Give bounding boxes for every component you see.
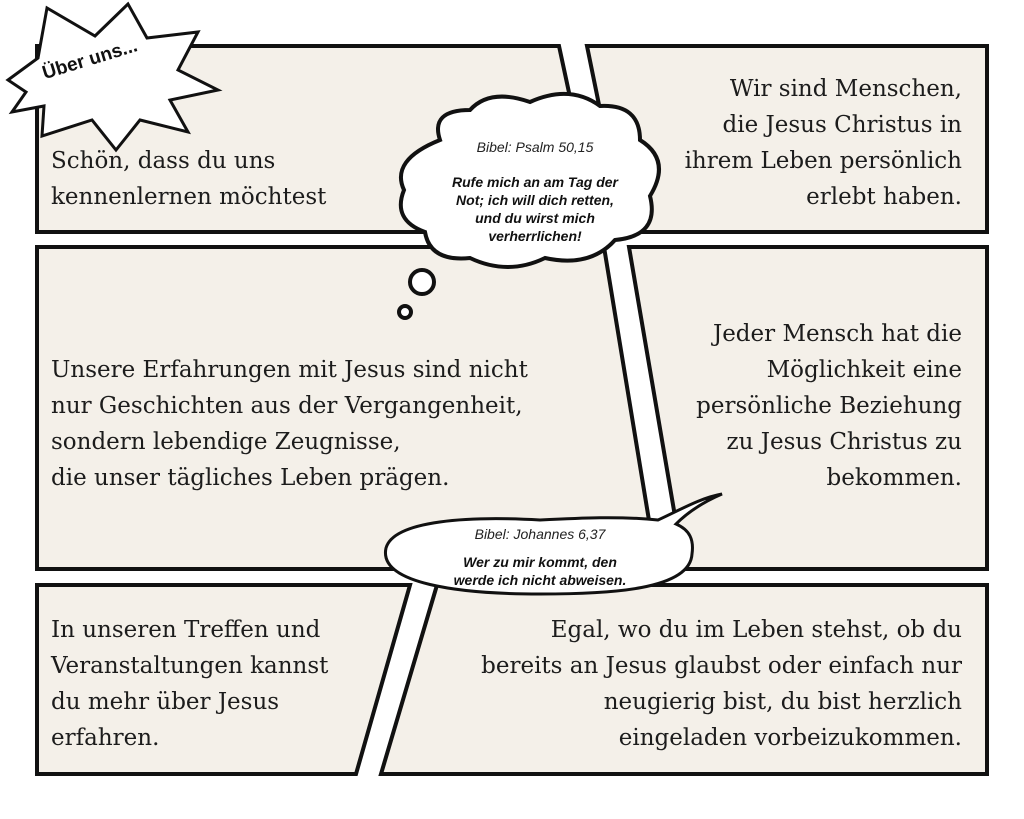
thought-dot-large (410, 270, 434, 294)
speech-bubble-reference: Bibel: Johannes 6,37 (474, 526, 606, 542)
panel-1-right-text: Wir sind Menschen, die Jesus Christus in ihrem Leben persönlich erlebt haben. (684, 76, 962, 210)
panel-2-left-text: Unsere Erfahrungen mit Jesus sind nicht nur Geschichten aus der Vergangenheit, sondern lebendige Zeugnisse, die unser tägliches Leben prägen. (51, 357, 528, 491)
panel-3-right-text: Egal, wo du im Leben stehst, ob du bereits an Jesus glaubst oder einfach nur neugierig bist, du bist herzlich eingeladen vorbeizukommen. (481, 617, 962, 751)
thought-bubble-quote: Rufe mich an am Tag der Not; ich will dich retten, und du wirst mich verherrlichen! (452, 174, 618, 244)
thought-dot-small (399, 306, 411, 318)
panel-3-left-text: In unseren Treffen und Veranstaltungen kannst du mehr über Jesus erfahren. (51, 617, 329, 751)
thought-bubble-reference: Bibel: Psalm 50,15 (476, 139, 594, 155)
panel-1-left-text: Schön, dass du uns kennenlernen möchtest (51, 148, 327, 210)
panel-2-right-text: Jeder Mensch hat die Möglichkeit eine persönliche Beziehung zu Jesus Christus zu bekommen. (696, 321, 962, 491)
badge-label: Über uns... (40, 35, 141, 85)
speech-bubble-quote: Wer zu mir kommt, den werde ich nicht abweisen. (453, 554, 627, 588)
